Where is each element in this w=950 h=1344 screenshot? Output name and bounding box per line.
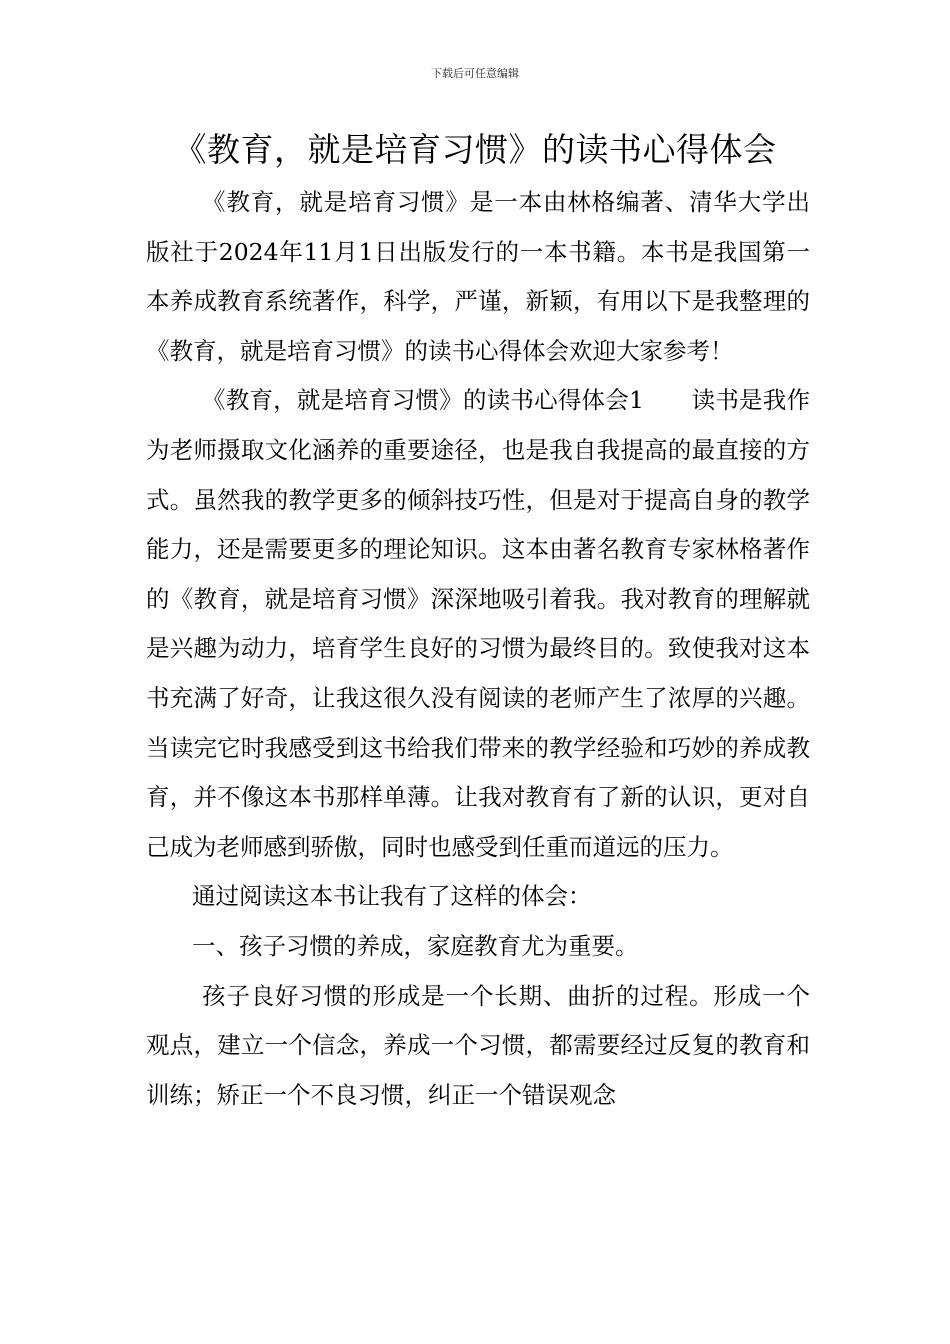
paragraph-essay-1: 《教育，就是培育习惯》的读书心得体会1 读书是我作为老师摄取文化涵养的重要途径，也是我自我提高的最直接的方式。虽然我的教学更多的倾斜技巧性，但是对于提高自身的教学能力，还是需要更多的理论知识。这本由著名教育专家林格著作的《教育，就是培育习惯》深深地吸引着我。我对教育的理解就是兴趣为动力，培育学生良好的习惯为最终目的。致使我对这本书充满了好奇，让我这很久没有阅读的老师产生了浓厚的兴趣。当读完它时我感受到这书给我们带来的教学经验和巧妙的养成教育，并不像这本书那样单薄。让我对教育有了新的认识，更对自己成为老师感到骄傲，同时也感受到任重而道远的压力。 <box>146 386 810 861</box>
paragraph-section-1: 孩子良好习惯的形成是一个长期、曲折的过程。形成一个观点，建立一个信念，养成一个习惯，都需要经过反复的教育和训练；矫正一个不良习惯，纠正一个错误观念 <box>146 981 810 1109</box>
paragraph-intro: 《教育，就是培育习惯》是一本由林格编著、清华大学出版社于2024年11月1日出版发行的一本书籍。本书是我国第一本养成教育系统著作，科学，严谨，新颖，有用以下是我整理的《教育，就是培育习惯》的读书心得体会欢迎大家参考！ <box>146 188 810 365</box>
document-body <box>146 178 810 1120</box>
section-heading-1: 一、孩子习惯的养成，家庭教育尤为重要。 <box>192 931 639 960</box>
paragraph-transition: 通过阅读这本书让我有了这样的体会： <box>192 882 592 911</box>
header-note: 下载后可任意编辑 <box>431 67 519 80</box>
document-title: 《教育，就是培育习惯》的读书心得体会 <box>173 130 777 169</box>
